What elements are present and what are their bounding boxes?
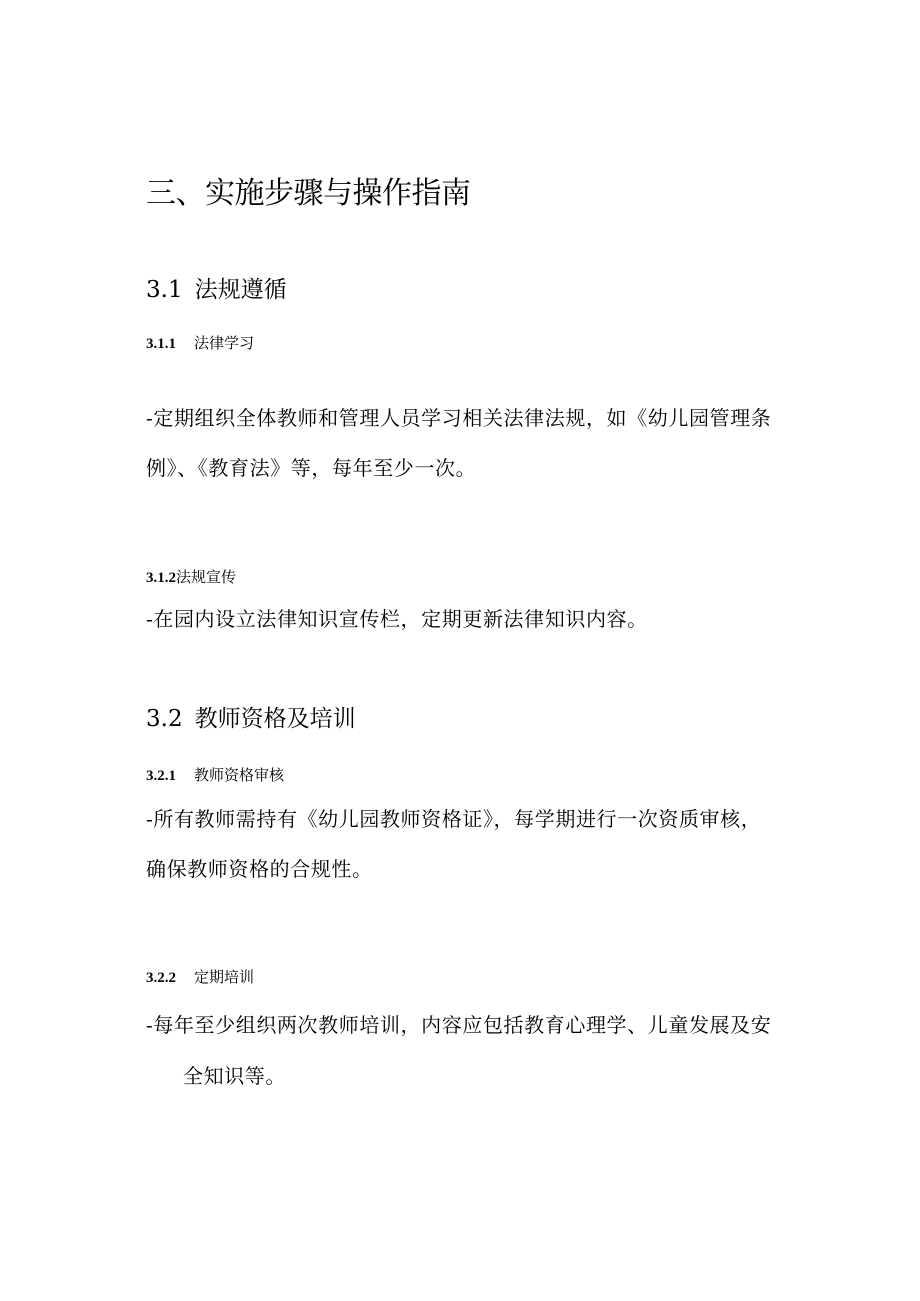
chapter-heading: 三、实施步骤与操作指南 bbox=[146, 176, 471, 211]
section-heading-3-2 bbox=[146, 700, 356, 733]
subsection-heading-3-1-1 bbox=[146, 332, 254, 353]
subsection-heading-3-1-2 bbox=[146, 566, 236, 587]
subsection-number: 3.1.1 bbox=[146, 336, 176, 352]
section-number: 3.1 bbox=[146, 277, 183, 303]
section-title: 法规遵循 bbox=[194, 277, 287, 303]
paragraph-line: -在园内设立法律知识宣传栏，定期更新法律知识内容。 bbox=[146, 607, 648, 631]
paragraph-line: -所有教师需持有《幼儿园教师资格证》，每学期进行一次资质审核， bbox=[146, 807, 762, 831]
section-title: 教师资格及培训 bbox=[194, 706, 356, 732]
subsection-title: 法律学习 bbox=[194, 334, 255, 352]
subsection-title: 定期培训 bbox=[194, 968, 255, 986]
subsection-number: 3.2.1 bbox=[146, 768, 176, 784]
subsection-number: 3.2.2 bbox=[146, 970, 176, 986]
subsection-heading-3-2-1 bbox=[146, 764, 284, 785]
subsection-number: 3.1.2 bbox=[146, 570, 176, 586]
subsection-title: 法规宣传 bbox=[176, 568, 237, 586]
section-heading-3-1 bbox=[146, 271, 287, 304]
paragraph-line: -定期组织全体教师和管理人员学习相关法律法规，如《幼儿园管理条 bbox=[146, 406, 772, 430]
section-number: 3.2 bbox=[146, 706, 183, 732]
paragraph-line: 全知识等。 bbox=[183, 1064, 286, 1088]
paragraph-line: 例》、《教育法》等，每年至少一次。 bbox=[146, 456, 477, 480]
subsection-heading-3-2-2 bbox=[146, 966, 254, 987]
paragraph-line: 确保教师资格的合规性。 bbox=[146, 857, 373, 881]
subsection-title: 教师资格审核 bbox=[194, 766, 285, 784]
paragraph-line: -每年至少组织两次教师培训，内容应包括教育心理学、儿童发展及安 bbox=[146, 1013, 772, 1037]
